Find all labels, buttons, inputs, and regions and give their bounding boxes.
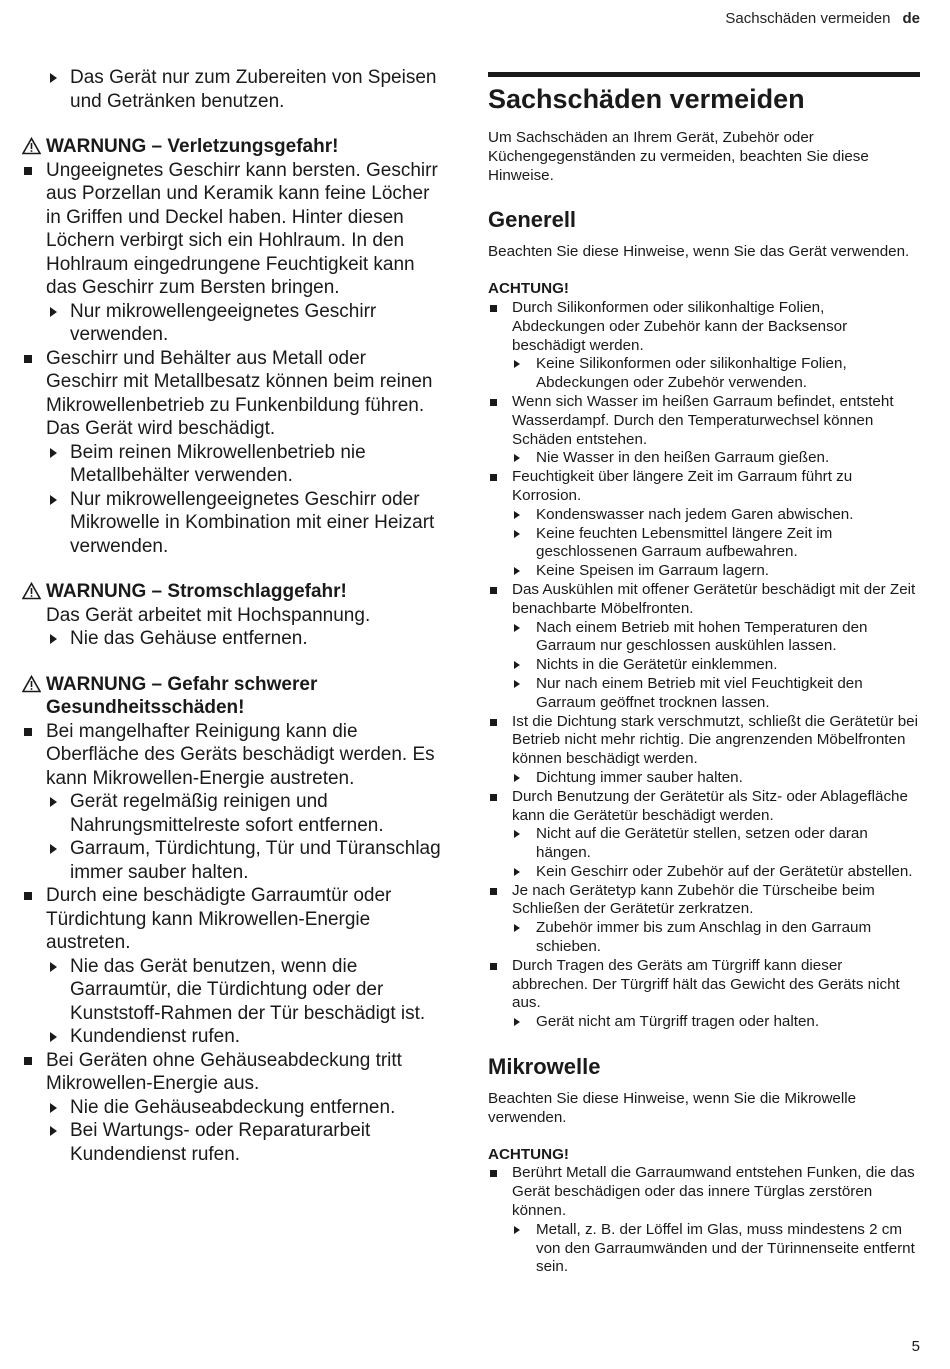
arrow-icon: [50, 634, 57, 644]
list-item: [488, 675, 920, 713]
square-bullet-icon: [490, 888, 497, 895]
notice-label: ACHTUNG!: [488, 1145, 569, 1163]
list-item: [488, 957, 920, 1013]
list-item: [22, 1096, 442, 1120]
step-text: Gerät regelmäßig reinigen und Nahrungsmittelreste sofort entfernen.: [70, 791, 384, 836]
list-item: [488, 562, 920, 581]
item-text: Bei Geräten ohne Gehäuseabdeckung tritt Mikrowellen-Energie aus.: [46, 1049, 402, 1094]
right-column: [488, 72, 920, 1277]
step-text: Keine Speisen im Garraum lagern.: [536, 562, 769, 580]
step-text: Kundendienst rufen.: [70, 1026, 241, 1047]
section-rule: [488, 72, 920, 77]
step-text: Kondenswasser nach jedem Garen abwischen.: [536, 505, 854, 523]
list-item: [488, 525, 920, 563]
list-item: [22, 1119, 442, 1166]
list-item: [488, 581, 920, 619]
warning-triangle-icon: [22, 675, 41, 693]
list-item: [22, 955, 442, 1026]
item-text: Feuchtigkeit über längere Zeit im Garraum führt zu Korrosion.: [512, 468, 853, 504]
list-item: [22, 627, 442, 651]
list-item: [22, 884, 442, 955]
list-item: [22, 1049, 442, 1096]
item-text: Berührt Metall die Garraumwand entstehen Funken, die das Gerät beschädigen oder das innere Türglas zerstören können.: [512, 1164, 915, 1220]
list-item: [488, 1013, 920, 1032]
item-text: Durch Silikonformen oder silikonhaltige Folien, Abdeckungen oder Zubehör kann der Backsensor beschädigt werden.: [512, 298, 848, 354]
notice-label: ACHTUNG!: [488, 280, 569, 298]
arrow-icon: [50, 962, 57, 972]
step-text: Nichts in die Gerätetür einklemmen.: [536, 656, 778, 674]
square-bullet-icon: [490, 399, 497, 406]
subsection-heading-mikrowelle: Mikrowelle: [488, 1054, 601, 1080]
step-text: Metall, z. B. der Löffel im Glas, muss mindestens 2 cm von den Garraumwänden und der Türinnenseite entfernt sein.: [536, 1220, 915, 1276]
step-text: Das Gerät nur zum Zubereiten von Speisen und Getränken benutzen.: [70, 67, 437, 112]
arrow-icon: [514, 1018, 520, 1026]
list-item: [22, 488, 442, 559]
arrow-icon: [514, 680, 520, 688]
arrow-icon: [514, 511, 520, 519]
step-text: Garraum, Türdichtung, Tür und Türanschlag immer sauber halten.: [70, 838, 441, 883]
arrow-icon: [50, 797, 57, 807]
list-item: [22, 441, 442, 488]
step-text: Kein Geschirr oder Zubehör auf der Gerätetür abstellen.: [536, 862, 913, 880]
step-text: Nur mikrowellengeeignetes Geschirr verwenden.: [70, 300, 377, 345]
arrow-icon: [514, 830, 520, 838]
square-bullet-icon: [24, 892, 32, 900]
list-item: [22, 66, 442, 113]
step-text: Nach einem Betrieb mit hohen Temperaturen den Garraum nur geschlossen auskühlen lassen.: [536, 618, 868, 655]
list-item: [488, 299, 920, 355]
arrow-icon: [514, 774, 520, 782]
arrow-icon: [514, 924, 520, 932]
header-lang: de: [902, 10, 920, 27]
step-text: Nur mikrowellengeeignetes Geschirr oder Mikrowelle in Kombination mit einer Heizart verwenden.: [70, 488, 435, 557]
list-item: [488, 863, 920, 882]
list-item: [488, 393, 920, 449]
list-item: [488, 788, 920, 826]
warning-triangle-icon: [22, 137, 41, 155]
step-text: Nur nach einem Betrieb mit viel Feuchtigkeit den Garraum geöffnet trocknen lassen.: [536, 674, 863, 711]
list-item: [488, 919, 920, 957]
step-text: Keine Silikonformen oder silikonhaltige Folien, Abdeckungen oder Zubehör verwenden.: [536, 355, 847, 392]
list-item: [22, 300, 442, 347]
arrow-icon: [50, 495, 57, 505]
list-item: [22, 837, 442, 884]
arrow-icon: [50, 307, 57, 317]
step-text: Beim reinen Mikrowellenbetrieb nie Metallbehälter verwenden.: [70, 441, 366, 486]
warning-title: WARNUNG – Gefahr schwerer Gesundheitsschäden!: [46, 673, 318, 718]
arrow-icon: [514, 1226, 520, 1234]
step-text: Gerät nicht am Türgriff tragen oder halten.: [536, 1013, 820, 1031]
list-item: [488, 449, 920, 468]
step-text: Keine feuchten Lebensmittel längere Zeit im geschlossenen Garraum aufbewahren.: [536, 524, 833, 561]
item-text: Ist die Dichtung stark verschmutzt, schließt die Gerätetür bei Betrieb nicht mehr richtig. Die angrenzenden Möbelfronten können beschädigt werden.: [512, 712, 919, 768]
step-text: Nie das Gerät benutzen, wenn die Garraumtür, die Türdichtung oder der Kunststoff-Rahmen der Tür beschädigt ist.: [70, 955, 426, 1024]
subsection-heading-generell: Generell: [488, 207, 577, 233]
list-item: [488, 825, 920, 863]
warning-text: Das Gerät arbeitet mit Hochspannung.: [46, 604, 371, 626]
step-text: Nie das Gehäuse entfernen.: [70, 628, 308, 649]
list-item: [488, 1164, 920, 1220]
item-text: Durch Benutzung der Gerätetür als Sitz- oder Ablagefläche kann die Gerätetür beschädigt werden.: [512, 787, 908, 824]
arrow-icon: [514, 454, 520, 462]
list-item: [22, 159, 442, 300]
item-text: Ungeeignetes Geschirr kann bersten. Geschirr aus Porzellan und Keramik kann feine Löcher in Griffen und Deckel haben. Hinter diesen Löchern verbirgt sich ein Hohlraum. In den Hohlraum eingedrungene Feuchtigkeit kann das Geschirr zum Bersten bringen.: [46, 159, 438, 298]
arrow-icon: [514, 624, 520, 632]
section-title: Sachschäden vermeiden: [488, 84, 805, 114]
square-bullet-icon: [490, 1170, 497, 1177]
square-bullet-icon: [490, 305, 497, 312]
step-text: Nie Wasser in den heißen Garraum gießen.: [536, 449, 830, 467]
arrow-icon: [50, 448, 57, 458]
item-text: Je nach Gerätetyp kann Zubehör die Türscheibe beim Schließen der Gerätetür zerkratzen.: [512, 881, 875, 918]
square-bullet-icon: [490, 587, 497, 594]
item-text: Durch Tragen des Geräts am Türgriff kann dieser abbrechen. Der Türgriff hält das Gewicht des Geräts nicht aus.: [512, 956, 900, 1012]
arrow-icon: [514, 868, 520, 876]
list-item: [488, 506, 920, 525]
item-text: Bei mangelhafter Reinigung kann die Oberfläche des Geräts beschädigt werden. Es kann Mikrowellen-Energie austreten.: [46, 720, 435, 789]
warning-title: WARNUNG – Stromschlaggefahr!: [46, 581, 347, 602]
warning-heading: [22, 673, 442, 720]
square-bullet-icon: [24, 728, 32, 736]
page-number: 5: [911, 1338, 920, 1355]
square-bullet-icon: [24, 1057, 32, 1065]
running-header: [725, 10, 920, 27]
warning-triangle-icon: [22, 582, 41, 600]
step-text: Bei Wartungs- oder Reparaturarbeit Kundendienst rufen.: [70, 1120, 371, 1165]
list-item: [488, 656, 920, 675]
square-bullet-icon: [490, 474, 497, 481]
arrow-icon: [514, 530, 520, 538]
list-item: [22, 720, 442, 791]
item-text: Durch eine beschädigte Garraumtür oder Türdichtung kann Mikrowellen-Energie austreten.: [46, 885, 392, 953]
arrow-icon: [50, 1126, 57, 1136]
subsection-intro: Beachten Sie diese Hinweise, wenn Sie die Mikrowelle verwenden.: [488, 1090, 857, 1126]
square-bullet-icon: [490, 794, 497, 801]
item-text: Wenn sich Wasser im heißen Garraum befindet, entsteht Wasserdampf. Durch den Temperaturwechsel können Schäden entstehen.: [512, 392, 894, 448]
arrow-icon: [50, 844, 57, 854]
list-item: [488, 468, 920, 506]
item-text: Geschirr und Behälter aus Metall oder Geschirr mit Metallbesatz können beim reinen Mikrowellenbetrieb zu Funkenbildung führen. Das Gerät wird beschädigt.: [46, 347, 433, 439]
header-section: Sachschäden vermeiden: [725, 10, 891, 27]
list-item: [22, 1025, 442, 1049]
step-text: Dichtung immer sauber halten.: [536, 768, 743, 786]
arrow-icon: [50, 1032, 57, 1042]
warning-title: WARNUNG – Verletzungsgefahr!: [46, 136, 339, 157]
list-item: [22, 347, 442, 441]
arrow-icon: [514, 567, 520, 575]
section-intro: Um Sachschäden an Ihrem Gerät, Zubehör oder Küchengegenständen zu vermeiden, beachten Sie diese Hinweise.: [488, 129, 869, 184]
list-item: [488, 355, 920, 393]
list-item: [488, 769, 920, 788]
arrow-icon: [514, 360, 520, 368]
list-item: [488, 1221, 920, 1277]
list-item: [488, 713, 920, 769]
square-bullet-icon: [490, 719, 497, 726]
left-column: [22, 66, 442, 1166]
step-text: Zubehör immer bis zum Anschlag in den Garraum schieben.: [536, 919, 872, 956]
step-text: Nie die Gehäuseabdeckung entfernen.: [70, 1096, 396, 1118]
warning-heading: [22, 580, 442, 604]
square-bullet-icon: [24, 167, 32, 175]
item-text: Das Auskühlen mit offener Gerätetür beschädigt mit der Zeit benachbarte Möbelfronten.: [512, 580, 916, 617]
list-item: [488, 619, 920, 657]
arrow-icon: [50, 73, 57, 83]
square-bullet-icon: [490, 963, 497, 970]
subsection-intro: Beachten Sie diese Hinweise, wenn Sie das Gerät verwenden.: [488, 243, 910, 261]
arrow-icon: [50, 1103, 57, 1113]
square-bullet-icon: [24, 355, 32, 363]
arrow-icon: [514, 661, 520, 669]
list-item: [22, 790, 442, 837]
warning-heading: [22, 135, 442, 159]
list-item: [488, 882, 920, 920]
step-text: Nicht auf die Gerätetür stellen, setzen oder daran hängen.: [536, 825, 868, 862]
